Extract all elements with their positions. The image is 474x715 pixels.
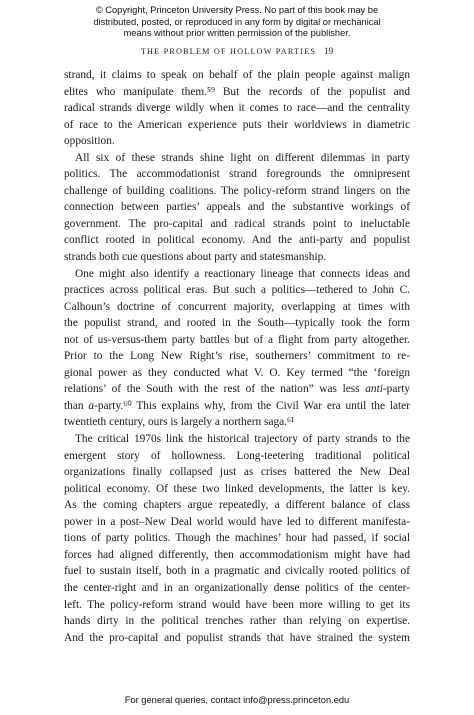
running-head: [0, 46, 474, 56]
copyright-line: means without prior written permission of the publisher.: [123, 28, 351, 38]
text-line: left. The policy-reform strand would have been more willing to get its: [64, 598, 410, 611]
copyright-line: distributed, posted, or reproduced in any form by digital or mechanical: [93, 16, 381, 27]
text-line: government. The pro-capital and radical strands point to ineluctable: [64, 217, 410, 230]
text-line: not of us-versus-them party battles but of a flight from party altogether.: [64, 333, 410, 346]
text-line: Calhoun’s doctrine of concurrent majority, overlapping at times with: [64, 300, 410, 313]
text-line: organizations finally collapsed just as crises battered the New Deal: [64, 466, 410, 479]
text-line: twentieth century, ours is largely a northern saga.⁶¹: [64, 416, 295, 429]
footer-contact: For general queries, contact info@press.princeton.edu: [124, 695, 350, 705]
text-line: the center-right and in an organizationally dense politics of the center-: [64, 581, 410, 594]
text-line: relations’ of the South with the rest of the nation” was less anti-party: [64, 383, 410, 396]
text-line: forces had aligned differently, then accommodationism might have had: [64, 548, 410, 561]
copyright-line: © Copyright, Princeton University Press. No part of this book may be: [95, 5, 379, 15]
text-line: hands dirty in the political trenches rather than relying on expertise.: [64, 615, 410, 628]
text-line: conflict rooted in political economy. And the anti-party and populist: [64, 234, 410, 247]
text-line: As the coming chapters argue repeatedly, a different balance of class: [64, 499, 410, 512]
running-title: THE PROBLEM OF HOLLOW PARTIES: [140, 47, 317, 56]
text-line: practices across political eras. But such a politics—tethered to John C.: [64, 284, 410, 297]
page-number: 19: [324, 46, 334, 56]
text-line: gional power as they conducted what V. O. Key termed “the ‘foreign: [64, 366, 410, 379]
text-line: One might also identify a reactionary lineage that connects ideas and: [75, 267, 410, 280]
text-line: tions of party politics. Though the machines’ hour had passed, if social: [64, 532, 410, 545]
text-line: power in a post–New Deal world would have led to different manifesta-: [64, 515, 410, 528]
text-line: And the pro-capital and populist strands that have strained the system: [64, 631, 410, 644]
text-line: All six of these strands shine light on different dilemmas in party: [75, 151, 410, 164]
text-line: emergent story of hollowness. Long-teetering traditional political: [64, 449, 410, 462]
text-line: of race to the American experience puts their worldviews in diametric: [64, 118, 410, 131]
text-line: political economy. Of these two linked developments, the latter is key.: [64, 482, 410, 495]
text-line: challenge of building coalitions. The policy-reform strand lingers on the: [64, 184, 410, 197]
text-line: politics. The accommodationist strand foregrounds the omnipresent: [64, 168, 410, 181]
text-line: The critical 1970s link the historical trajectory of party strands to the: [75, 433, 410, 446]
body-text: [64, 67, 410, 646]
text-line: the populist strand, and rooted in the South—typically took the form: [64, 317, 410, 330]
copyright-notice: [0, 5, 474, 40]
text-line: elites who manipulate them.⁵⁹ But the records of the populist and: [64, 85, 410, 98]
text-line: connection between parties’ appeals and the substantive workings of: [64, 201, 410, 214]
text-line: radical strands diverge wildly when it comes to race—and the centrality: [64, 102, 410, 115]
text-line: than a-party.⁶⁰ This explains why, from the Civil War era until the later: [64, 399, 410, 412]
text-line: Prior to the Long New Right’s rise, southerners’ commitment to re-: [64, 350, 410, 363]
text-line: fuel to sustain itself, both in a pragmatic and civically rooted politics of: [64, 565, 410, 578]
text-line: strands both cue questions about party and statesmanship.: [64, 251, 327, 264]
text-line: strand, it claims to speak on behalf of the plain people against malign: [64, 69, 410, 81]
text-line: opposition.: [64, 135, 115, 148]
